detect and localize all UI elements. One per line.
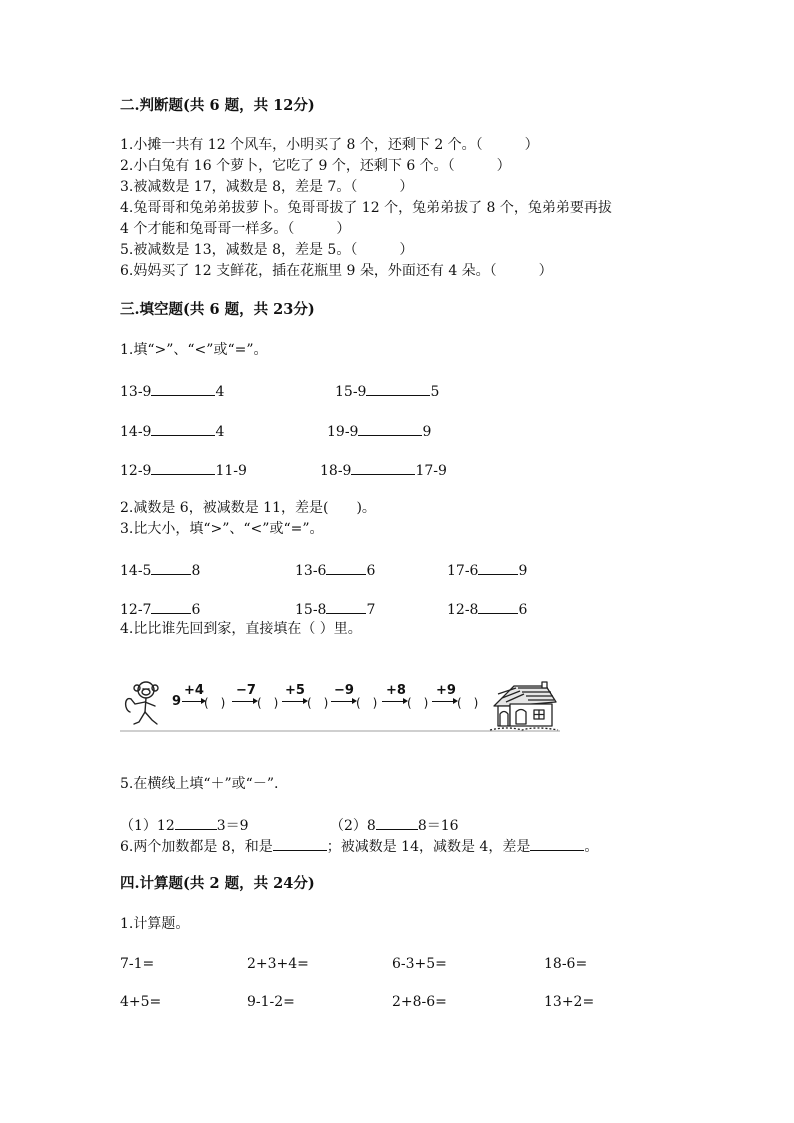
answer-blank[interactable] [478,560,518,575]
monkey-icon [122,678,170,732]
answer-slot[interactable]: ( ) [356,696,378,710]
fill-q1-label: 1.填“>”、“<”或“=”。 [120,342,268,358]
compare-item: 17-6 9 [447,560,527,580]
answer-blank[interactable] [151,460,215,475]
calc-item: 2+3+4= [247,956,309,972]
race-figure [120,676,560,736]
answer-blank[interactable] [326,599,366,614]
answer-blank[interactable] [151,381,215,396]
compare-item: 19-9 9 [327,421,431,441]
answer-blank[interactable] [351,460,415,475]
compare-item: 15-9 5 [335,381,439,401]
compare-item: 12-8 6 [447,599,527,619]
answer-blank[interactable] [151,560,191,575]
compare-item: 14-5 8 [120,560,200,580]
section2-title: 二.判断题(共 6 题，共 12分) [120,97,315,114]
fill-q6: 6.两个加数都是 8，和是 ；被减数是 14，减数是 4，差是 。 [120,836,598,856]
answer-slot[interactable]: ( ) [204,696,226,710]
calc-item: 7-1= [120,956,155,972]
answer-slot[interactable]: ( ) [307,696,329,710]
answer-blank[interactable] [478,599,518,614]
fill-q3-label: 3.比大小，填“>”、“<”或“=”。 [120,521,324,537]
op-label: +4 [184,683,204,698]
calc-q1-label: 1.计算题。 [120,916,190,932]
answer-slot[interactable]: ( ) [257,696,279,710]
arrow [182,701,204,702]
answer-blank[interactable] [326,560,366,575]
arrow [232,701,256,702]
op-label: −7 [236,683,256,698]
answer-blank[interactable] [175,815,217,830]
answer-blank[interactable] [151,421,215,436]
arrow [382,701,406,702]
judge-item-4b: 4 个才能和兔哥哥一样多。（ ） [120,221,351,237]
judge-item-1: 1.小摊一共有 12 个风车，小明买了 8 个，还剩下 2 个。（ ） [120,137,539,153]
compare-item: 15-8 7 [295,599,375,619]
section3-title: 三.填空题(共 6 题，共 23分) [120,301,315,318]
arrow [331,701,355,702]
compare-item: 14-9 4 [120,421,224,441]
answer-blank[interactable] [151,599,191,614]
calc-item: 2+8-6= [392,994,447,1010]
calc-item: 4+5= [120,994,162,1010]
calc-item: 6-3+5= [392,956,447,972]
answer-blank[interactable] [366,381,430,396]
compare-item: 12-9 11-9 [120,460,247,480]
house-icon [488,680,560,732]
arrow [282,701,306,702]
fill-q5-label: 5.在横线上填“＋”或“－”. [120,776,279,792]
op-label: +9 [436,683,456,698]
calc-item: 18-6= [544,956,588,972]
answer-blank[interactable] [530,836,584,851]
compare-item: 12-7 6 [120,599,200,619]
judge-item-4a: 4.兔哥哥和兔弟弟拔萝卜。兔哥哥拔了 12 个，兔弟弟拔了 8 个，兔弟弟要再拔 [120,200,612,216]
section4-title: 四.计算题(共 2 题，共 24分) [120,875,315,892]
calc-item: 13+2= [544,994,595,1010]
answer-blank[interactable] [376,815,418,830]
start-number: 9 [172,694,182,709]
arrow [432,701,456,702]
judge-item-5: 5.被减数是 13，减数是 8，差是 5。（ ） [120,242,414,258]
answer-blank[interactable] [358,421,422,436]
fill-q5-part2: （2）8 8＝16 [330,815,459,835]
judge-item-3: 3.被减数是 17，减数是 8，差是 7。（ ） [120,179,414,195]
answer-blank[interactable] [273,836,327,851]
compare-item: 13-9 4 [120,381,224,401]
fill-q2: 2.减数是 6，被减数是 11，差是( )。 [120,500,376,516]
answer-slot[interactable]: ( ) [457,696,479,710]
answer-slot[interactable]: ( ) [407,696,429,710]
op-label: +8 [386,683,406,698]
op-label: +5 [285,683,305,698]
judge-item-2: 2.小白兔有 16 个萝卜，它吃了 9 个，还剩下 6 个。（ ） [120,158,511,174]
compare-item: 18-9 17-9 [320,460,447,480]
fill-q5-part1: （1）12 3＝9 [120,815,249,835]
compare-item: 13-6 6 [295,560,375,580]
judge-item-6: 6.妈妈买了 12 支鲜花，插在花瓶里 9 朵，外面还有 4 朵。（ ） [120,263,553,279]
calc-item: 9-1-2= [247,994,295,1010]
fill-q4-label: 4.比比谁先回到家，直接填在（ ）里。 [120,621,362,637]
op-label: −9 [334,683,354,698]
